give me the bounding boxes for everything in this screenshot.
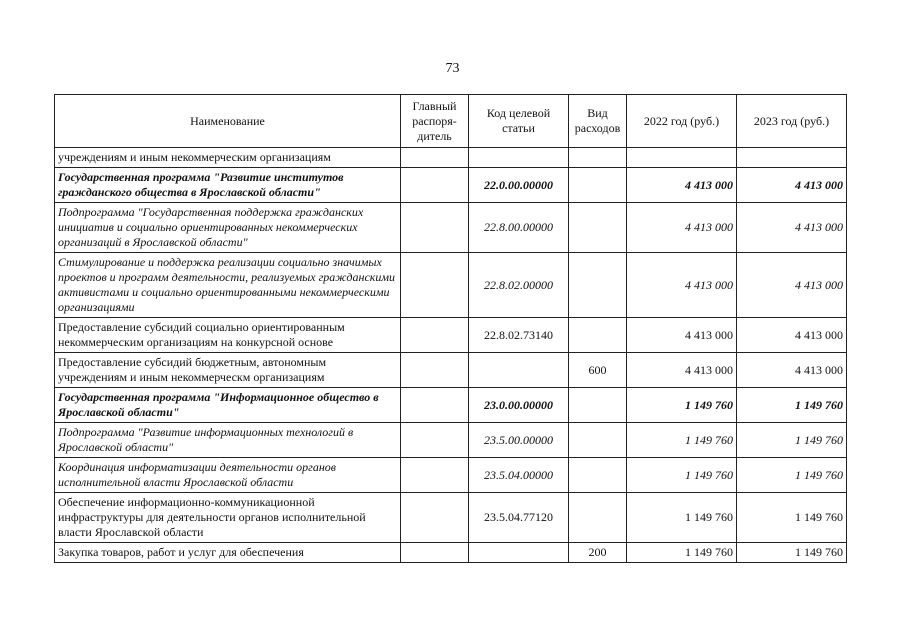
header-code: Код целевой статьи [469, 95, 569, 148]
row-name: Стимулирование и поддержка реализации социально значимых проектов и программ деятельности, реализуемых гражданскими активистами и социально ориентированными некоммерческими организациями [55, 253, 401, 318]
header-name: Наименование [55, 95, 401, 148]
header-2023: 2023 год (руб.) [737, 95, 847, 148]
row-2023: 4 413 000 [737, 353, 847, 388]
table-body [55, 148, 847, 563]
row-vid: 200 [569, 543, 627, 563]
row-vid: 600 [569, 353, 627, 388]
row-vid [569, 253, 627, 318]
budget-table [54, 94, 847, 563]
row-2023 [737, 148, 847, 168]
row-2023: 4 413 000 [737, 253, 847, 318]
row-2023: 4 413 000 [737, 203, 847, 253]
header-2022: 2022 год (руб.) [627, 95, 737, 148]
row-glavny [401, 458, 469, 493]
table-row [55, 458, 847, 493]
row-vid [569, 493, 627, 543]
table-row [55, 493, 847, 543]
row-name: Подпрограмма "Государственная поддержка гражданских инициатив и социально ориентированных некоммерческих организаций в Ярославской области" [55, 203, 401, 253]
row-2022: 1 149 760 [627, 543, 737, 563]
row-2023: 1 149 760 [737, 388, 847, 423]
row-code: 22.8.02.73140 [469, 318, 569, 353]
table-row [55, 543, 847, 563]
row-vid [569, 423, 627, 458]
row-name: Подпрограмма "Развитие информационных технологий в Ярославской области" [55, 423, 401, 458]
row-vid [569, 318, 627, 353]
row-2022: 1 149 760 [627, 388, 737, 423]
row-name: Координация информатизации деятельности органов исполнительной власти Ярославской области [55, 458, 401, 493]
row-glavny [401, 168, 469, 203]
row-code: 23.5.00.00000 [469, 423, 569, 458]
row-vid [569, 203, 627, 253]
row-glavny [401, 543, 469, 563]
row-code: 23.0.00.00000 [469, 388, 569, 423]
row-2022: 4 413 000 [627, 168, 737, 203]
row-code: 23.5.04.77120 [469, 493, 569, 543]
row-name: Государственная программа "Информационное общество в Ярославской области" [55, 388, 401, 423]
row-2023: 4 413 000 [737, 318, 847, 353]
table-header [55, 95, 847, 148]
table-row [55, 203, 847, 253]
row-name: Обеспечение информационно-коммуникационной инфраструктуры для деятельности органов исполнительной власти Ярославской области [55, 493, 401, 543]
row-glavny [401, 388, 469, 423]
row-name: учреждениям и иным некоммерческим организациям [55, 148, 401, 168]
row-glavny [401, 253, 469, 318]
row-glavny [401, 423, 469, 458]
table-row [55, 423, 847, 458]
header-glavny: Главный распоря-дитель [401, 95, 469, 148]
row-vid [569, 168, 627, 203]
page-number: 73 [445, 61, 460, 76]
row-name: Закупка товаров, работ и услуг для обеспечения [55, 543, 401, 563]
row-vid [569, 458, 627, 493]
row-name: Государственная программа "Развитие институтов гражданского общества в Ярославской области" [55, 168, 401, 203]
row-code: 22.8.02.00000 [469, 253, 569, 318]
header-row [55, 95, 847, 148]
row-code [469, 148, 569, 168]
row-name: Предоставление субсидий социально ориентированным некоммерческим организациям на конкурсной основе [55, 318, 401, 353]
row-2022 [627, 148, 737, 168]
table-row [55, 168, 847, 203]
row-vid [569, 388, 627, 423]
header-vid: Вид расходов [569, 95, 627, 148]
row-glavny [401, 148, 469, 168]
row-2022: 1 149 760 [627, 493, 737, 543]
row-code [469, 353, 569, 388]
table-row [55, 253, 847, 318]
table-row [55, 148, 847, 168]
row-glavny [401, 493, 469, 543]
row-glavny [401, 203, 469, 253]
row-2022: 4 413 000 [627, 203, 737, 253]
row-glavny [401, 318, 469, 353]
row-code [469, 543, 569, 563]
row-vid [569, 148, 627, 168]
row-2022: 4 413 000 [627, 353, 737, 388]
row-2023: 1 149 760 [737, 543, 847, 563]
table-row [55, 388, 847, 423]
row-name: Предоставление субсидий бюджетным, автономным учреждениям и иным некоммерческм организациям [55, 353, 401, 388]
row-2022: 4 413 000 [627, 318, 737, 353]
row-2023: 4 413 000 [737, 168, 847, 203]
row-code: 22.8.00.00000 [469, 203, 569, 253]
row-2022: 4 413 000 [627, 253, 737, 318]
table-row [55, 353, 847, 388]
row-2022: 1 149 760 [627, 423, 737, 458]
table-row [55, 318, 847, 353]
row-glavny [401, 353, 469, 388]
row-2023: 1 149 760 [737, 458, 847, 493]
row-2023: 1 149 760 [737, 493, 847, 543]
row-code: 23.5.04.00000 [469, 458, 569, 493]
row-2023: 1 149 760 [737, 423, 847, 458]
row-2022: 1 149 760 [627, 458, 737, 493]
row-code: 22.0.00.00000 [469, 168, 569, 203]
